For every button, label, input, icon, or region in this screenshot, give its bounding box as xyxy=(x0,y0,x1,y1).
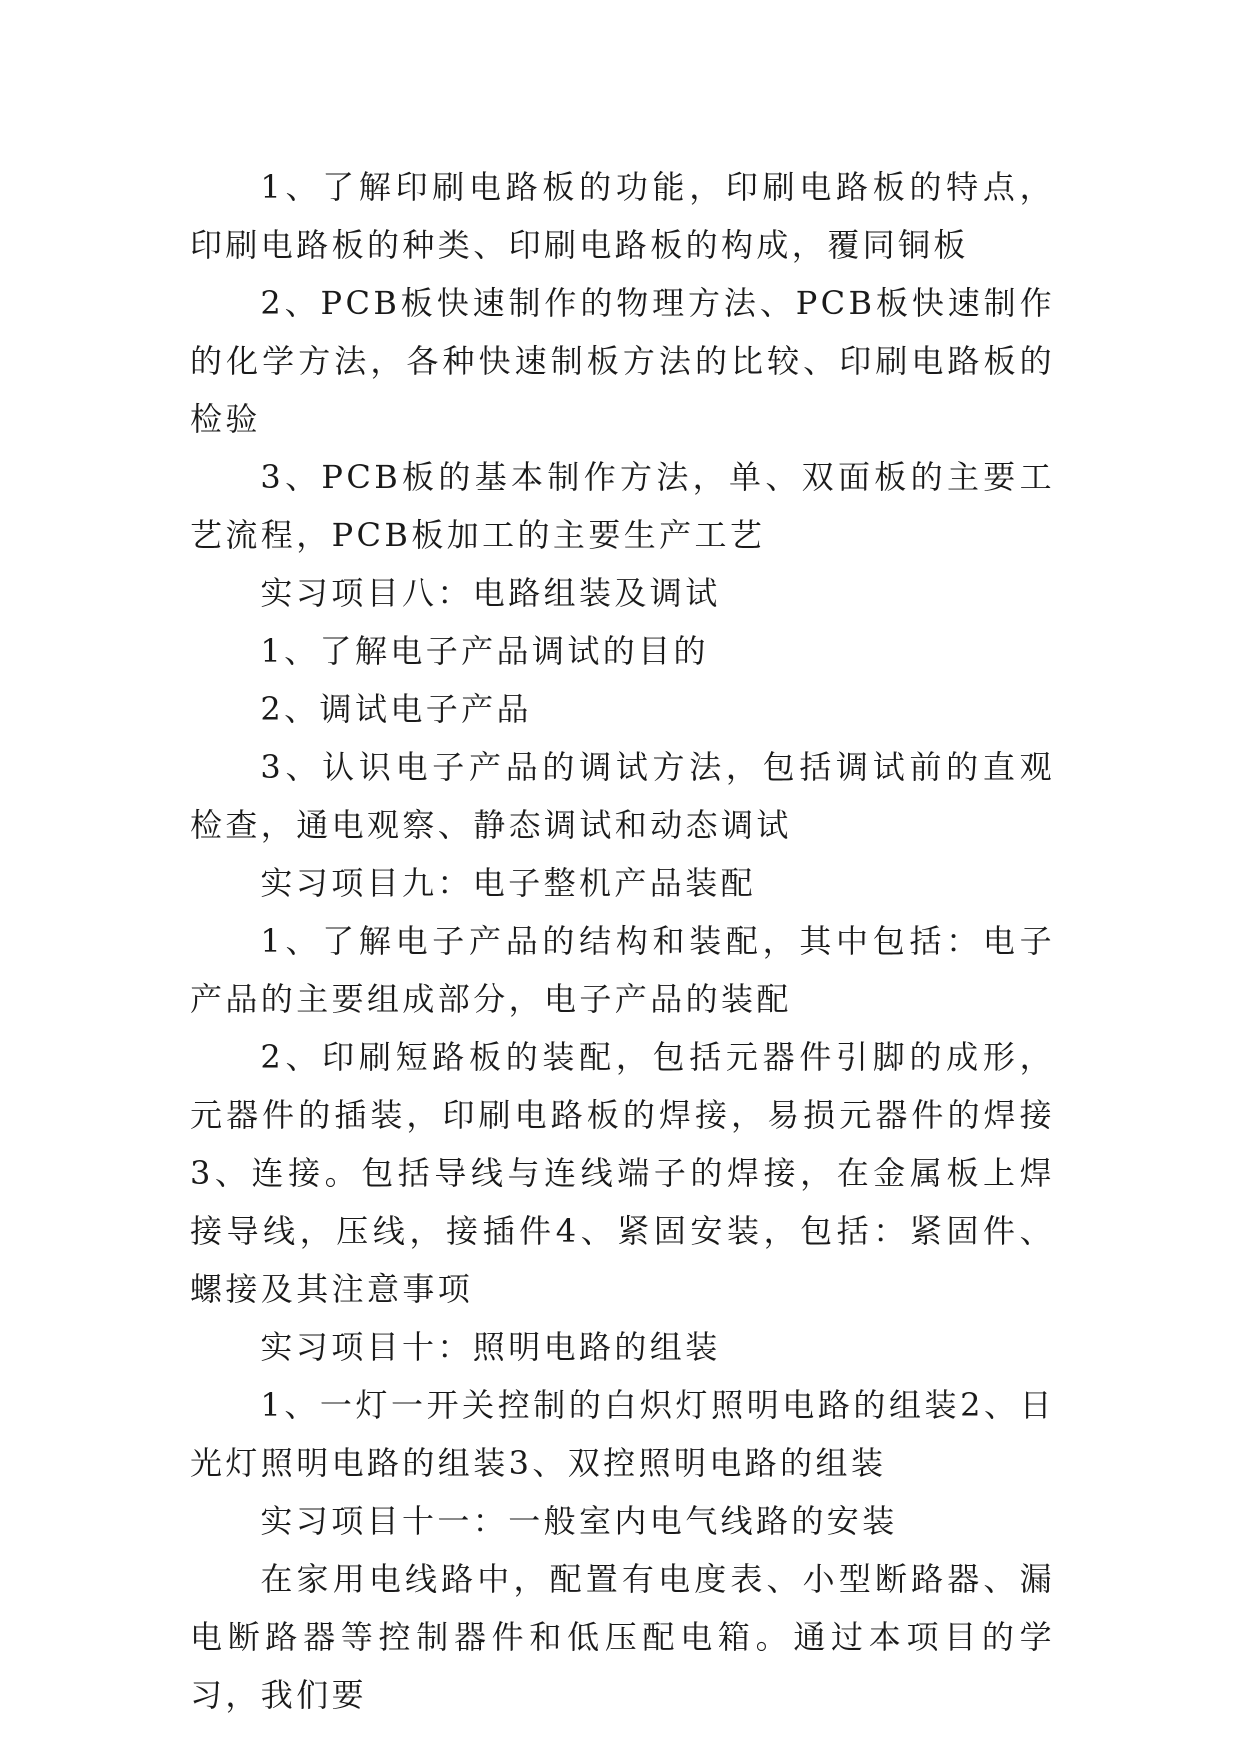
paragraph: 3、PCB板的基本制作方法，单、双面板的主要工艺流程，PCB板加工的主要生产工艺 xyxy=(190,458,1055,554)
paragraph: 1、了解电子产品的结构和装配，其中包括：电子产品的主要组成部分，电子产品的装配 xyxy=(190,922,1055,1018)
section-heading: 实习项目十：照明电路的组装 xyxy=(260,1328,721,1366)
paragraph: 1、了解电子产品调试的目的 xyxy=(260,632,709,670)
paragraph: 2、印刷短路板的装配，包括元器件引脚的成形，元器件的插装，印刷电路板的焊接，易损元器件的焊接3、连接。包括导线与连线端子的焊接，在金属板上焊接导线，压线，接插件4、紧固安装，包括：紧固件、螺接及其注意事项 xyxy=(190,1038,1055,1308)
paragraph: 3、认识电子产品的调试方法，包括调试前的直观检查，通电观察、静态调试和动态调试 xyxy=(190,748,1055,844)
section-heading: 实习项目八：电路组装及调试 xyxy=(260,574,721,612)
paragraph: 2、调试电子产品 xyxy=(260,690,532,728)
paragraph: 1、了解印刷电路板的功能，印刷电路板的特点，印刷电路板的种类、印刷电路板的构成，覆同铜板 xyxy=(190,168,1055,264)
paragraph: 1、一灯一开关控制的白炽灯照明电路的组装2、日光灯照明电路的组装3、双控照明电路的组装 xyxy=(190,1386,1055,1482)
section-heading: 实习项目九：电子整机产品装配 xyxy=(260,864,756,902)
document-body xyxy=(190,158,1055,1724)
section-heading: 实习项目十一：一般室内电气线路的安装 xyxy=(260,1502,898,1540)
paragraph: 2、PCB板快速制作的物理方法、PCB板快速制作的化学方法，各种快速制板方法的比较、印刷电路板的检验 xyxy=(190,284,1055,438)
paragraph: 在家用电线路中，配置有电度表、小型断路器、漏电断路器等控制器件和低压配电箱。通过本项目的学习，我们要 xyxy=(190,1560,1055,1714)
